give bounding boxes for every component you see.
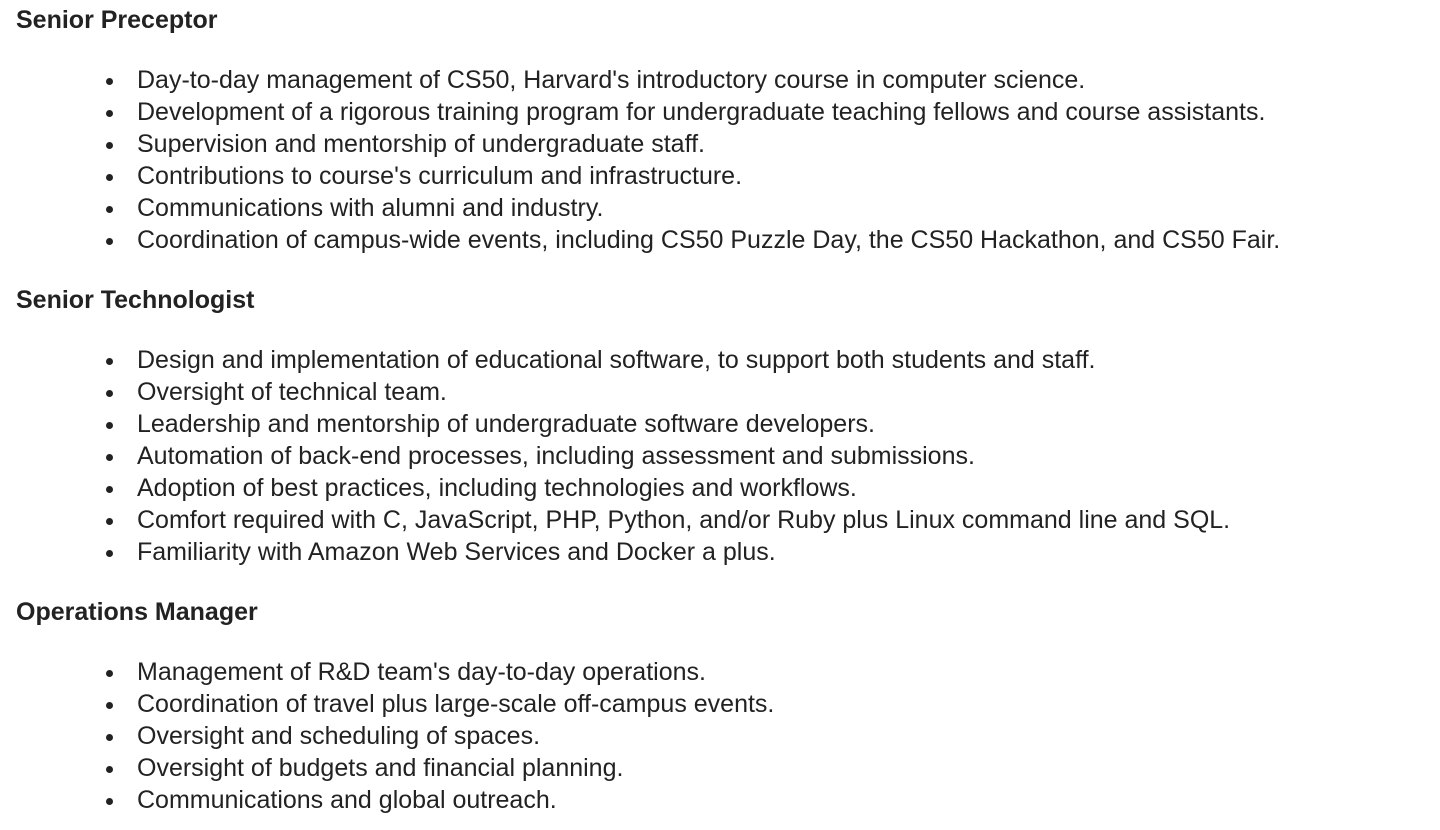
list-item: Coordination of campus-wide events, including CS50 Puzzle Day, the CS50 Hackathon, and CS50 Fair. xyxy=(0,224,1280,256)
list-item: Oversight of budgets and financial planning. xyxy=(0,752,774,784)
list-item: Familiarity with Amazon Web Services and Docker a plus. xyxy=(0,536,1230,568)
list-item: Oversight and scheduling of spaces. xyxy=(0,720,774,752)
list-item: Communications with alumni and industry. xyxy=(0,192,1280,224)
section-senior-preceptor xyxy=(0,4,1280,256)
list-item: Coordination of travel plus large-scale off-campus events. xyxy=(0,688,774,720)
list-item: Leadership and mentorship of undergraduate software developers. xyxy=(0,408,1230,440)
list-item: Adoption of best practices, including technologies and workflows. xyxy=(0,472,1230,504)
responsibility-list xyxy=(0,656,774,816)
section-operations-manager xyxy=(0,596,774,816)
list-item: Supervision and mentorship of undergraduate staff. xyxy=(0,128,1280,160)
responsibility-list xyxy=(0,344,1230,568)
list-item: Communications and global outreach. xyxy=(0,784,774,816)
section-title: Senior Technologist xyxy=(16,286,255,314)
section-senior-technologist xyxy=(0,284,1230,568)
list-item: Day-to-day management of CS50, Harvard's introductory course in computer science. xyxy=(0,64,1280,96)
list-item: Comfort required with C, JavaScript, PHP, Python, and/or Ruby plus Linux command line and SQL. xyxy=(0,504,1230,536)
section-title: Senior Preceptor xyxy=(16,6,218,34)
list-item: Oversight of technical team. xyxy=(0,376,1230,408)
responsibility-list xyxy=(0,64,1280,256)
list-item: Contributions to course's curriculum and infrastructure. xyxy=(0,160,1280,192)
list-item: Automation of back-end processes, including assessment and submissions. xyxy=(0,440,1230,472)
section-title: Operations Manager xyxy=(16,598,258,626)
list-item: Development of a rigorous training program for undergraduate teaching fellows and course assistants. xyxy=(0,96,1280,128)
list-item: Design and implementation of educational software, to support both students and staff. xyxy=(0,344,1230,376)
list-item: Management of R&D team's day-to-day operations. xyxy=(0,656,774,688)
